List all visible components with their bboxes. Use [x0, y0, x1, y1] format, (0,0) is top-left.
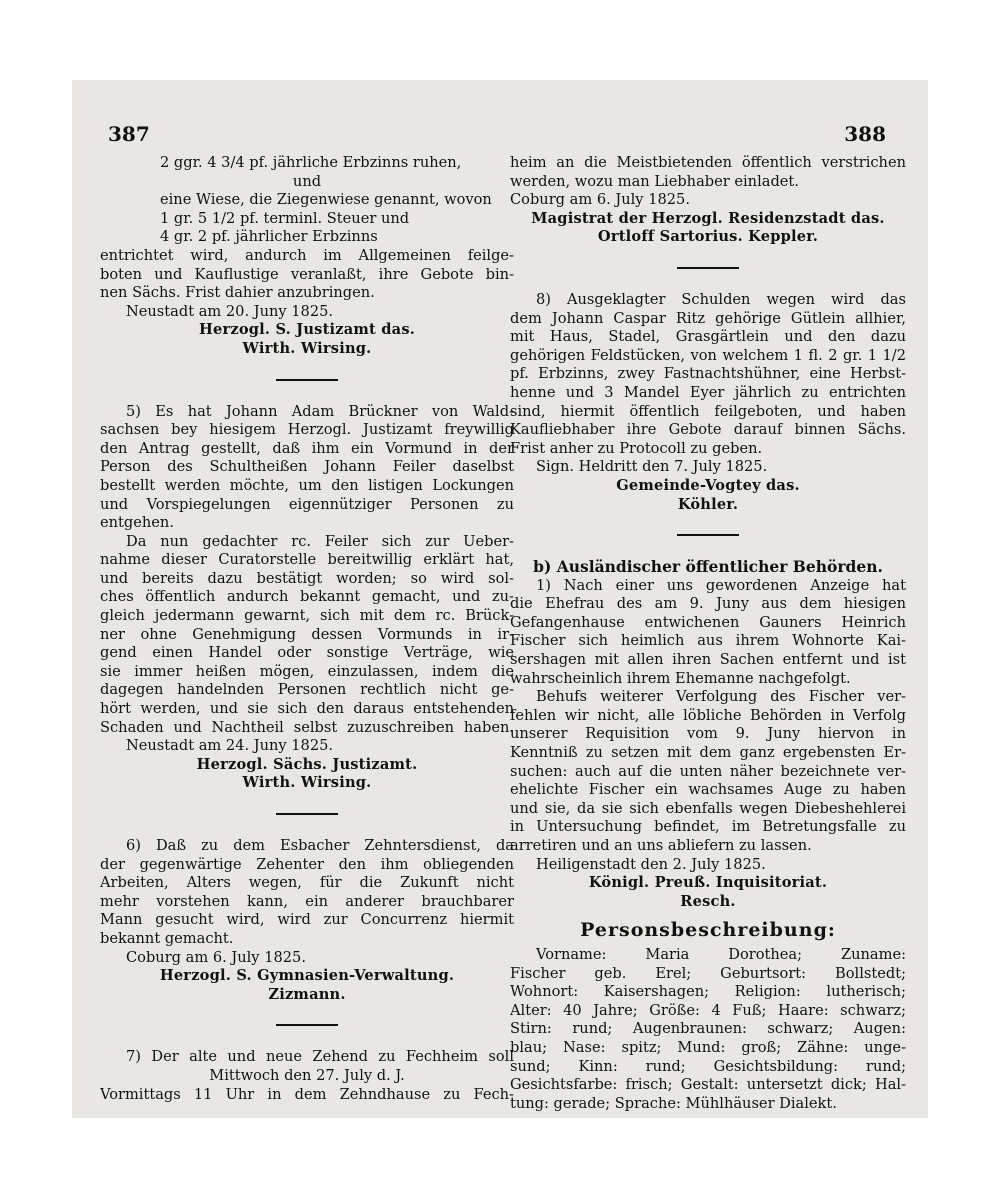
text-line: arretiren und an uns abliefern zu lassen. [510, 837, 812, 854]
text-line: ehelichte Fischer ein wachsames Auge zu haben [510, 781, 906, 799]
text-line: bestellt werden möchte, um den listigen Lockungen [100, 476, 514, 494]
text-line: der gegenwärtige Zehenter den ihm obliegenden [100, 855, 514, 873]
text-line: Arbeiten, Alters wegen, für die Zukunft nicht [100, 874, 514, 892]
text-line: die Ehefrau des am 9. Juny aus dem hiesigen [510, 595, 906, 613]
page-number-right: 388 [844, 122, 886, 146]
text-line: fehlen wir nicht, alle löbliche Behörden in Verfolg [510, 706, 906, 724]
text-line: wahrscheinlich ihrem Ehemanne nachgefolgt. [510, 669, 851, 687]
text-line: Kenntniß zu setzen mit dem ganz ergebensten Er- [510, 744, 906, 762]
text-line: ches öffentlich andurch bekannt gemacht, und zu- [100, 588, 514, 606]
dateline: Sign. Heldritt den 7. July 1825. [536, 458, 768, 476]
person-description-heading: Personsbeschreibung: [580, 919, 836, 942]
text-line: unserer Requisition vom 9. Juny hiervon in [510, 725, 906, 743]
text-line: eine Wiese, die Ziegenwiese genannt, wovon [160, 191, 492, 209]
dateline: Neustadt am 20. Juny 1825. [126, 302, 334, 320]
text-line: heim an die Meistbietenden öffentlich verstrichen [510, 154, 906, 171]
signature-line: Herzogl. Sächs. Justizamt. [196, 755, 418, 773]
signature-line: Köhler. [677, 495, 739, 513]
signature-line: Herzogl. S. Justizamt das. [198, 321, 416, 339]
text-line: Kaufliebhaber ihre Gebote darauf binnen Sächs. [510, 421, 906, 439]
text-line: Person des Schultheißen Johann Feiler daselbst [100, 458, 514, 476]
dateline: Heiligenstadt den 2. July 1825. [536, 855, 766, 873]
text-line: Da nun gedachter rc. Feiler sich zur Ueber- [126, 532, 514, 550]
text-line: entrichtet wird, andurch im Allgemeinen feilge- [100, 246, 514, 264]
text-line: Vormittags 11 Uhr in dem Zehndhause zu Fech- [100, 1085, 514, 1103]
text-line: sie immer heißen mögen, einzulassen, indem die [100, 662, 514, 680]
text-line: in Untersuchung befindet, im Betretungsfalle zu [510, 818, 906, 836]
dateline: Neustadt am 24. Juny 1825. [126, 737, 334, 755]
text-line: sind, hiermit öffentlich feilgeboten, und haben [510, 402, 906, 420]
signature-line: Resch. [680, 892, 736, 910]
text-line: hört werden, und sie sich den daraus entstehenden [100, 700, 514, 718]
text-line: 7) Der alte und neue Zehend zu Fechheim soll [126, 1048, 514, 1066]
text-line: dem Johann Caspar Ritz gehörige Gütlein allhier, [510, 309, 906, 327]
signature-line: Königl. Preuß. Inquisitoriat. [588, 874, 828, 892]
text-line: suchen: auch auf die unten näher bezeichnete ver- [510, 762, 906, 780]
left-column [100, 154, 514, 1104]
text-line: Mann gesucht wird, wird zur Concurrenz hiermit [100, 911, 514, 929]
text-line: mehr vorstehen kann, ein anderer brauchbarer [100, 892, 514, 910]
text-line: dagegen handelnden Personen rechtlich nicht ge- [100, 681, 514, 699]
text-line: Schaden und Nachtheil selbst zuzuschreiben haben. [100, 718, 514, 736]
text-line: den Antrag gestellt, daß ihm ein Vormund in der [100, 439, 514, 457]
text-line: Fischer geb. Erel; Geburtsort: Bollstedt; [510, 964, 906, 982]
text-line: und bereits dazu bestätigt worden; so wird sol- [100, 569, 514, 587]
separator-rule [677, 267, 739, 269]
text-line: Alter: 40 Jahre; Größe: 4 Fuß; Haare: schwarz; [510, 1001, 906, 1019]
signature-line: Gemeinde-Vogtey das. [616, 476, 800, 494]
dateline: Coburg am 6. July 1825. [510, 191, 690, 209]
separator-rule [677, 534, 739, 536]
dateline: Coburg am 6. July 1825. [126, 948, 306, 966]
text-line: sund; Kinn: rund; Gesichtsbildung: rund; [510, 1057, 906, 1075]
text-line: und Vorspiegelungen eigennütziger Personen zu [100, 495, 514, 513]
text-line: Frist anher zu Protocoll zu geben. [510, 439, 763, 457]
text-line: gleich jedermann gewarnt, sich mit dem rc. Brück- [100, 607, 514, 625]
text-line: ner ohne Genehmigung dessen Vormunds in ir- [100, 625, 514, 643]
text-line: Fischer sich heimlich aus ihrem Wohnorte Kai- [510, 632, 906, 650]
text-line: 1) Nach einer uns gewordenen Anzeige hat [536, 576, 906, 594]
signature-line: Herzogl. S. Gymnasien-Verwaltung. [159, 967, 455, 985]
text-line: Vorname: Maria Dorothea; Zuname: [536, 945, 906, 963]
text-line: 2 ggr. 4 3/4 pf. jährliche Erbzinns ruhen, [160, 154, 462, 171]
text-line: 5) Es hat Johann Adam Brückner von Wald- [126, 402, 514, 420]
text-line: entgehen. [100, 514, 174, 532]
signature-line: Wirth. Wirsing. [242, 774, 372, 792]
text-line: henne und 3 Mandel Eyer jährlich zu entrichten [510, 383, 906, 401]
text-line: 4 gr. 2 pf. jährlicher Erbzinns [160, 228, 378, 246]
section-heading: b) Ausländischer öffentlicher Behörden. [533, 558, 883, 577]
text-line: gend einen Handel oder sonstige Verträge, wie [100, 644, 514, 662]
text-line: gehörigen Feldstücken, von welchem 1 fl. 2 gr. 1 1/2 [510, 346, 906, 364]
right-column [510, 154, 906, 1113]
text-line: Mittwoch den 27. July d. J. [209, 1066, 405, 1084]
signature-line: Magistrat der Herzogl. Residenzstadt das. [531, 209, 885, 227]
text-line: Gefangenhause entwichenen Gauners Heinrich [510, 613, 906, 631]
text-line: bekannt gemacht. [100, 929, 234, 947]
text-line: boten und Kauflustige veranlaßt, ihre Gebote bin- [100, 265, 514, 283]
text-line: pf. Erbzinns, zwey Fastnachtshühner, eine Herbst- [510, 365, 906, 383]
signature-line: Zizmann. [268, 985, 346, 1003]
text-line: sachsen bey hiesigem Herzogl. Justizamt freywillig [100, 421, 514, 439]
text-line: mit Haus, Stadel, Grasgärtlein und den dazu [510, 328, 906, 346]
separator-rule [276, 379, 338, 381]
text-line: 8) Ausgeklagter Schulden wegen wird das [536, 290, 906, 308]
text-line: und sie, da sie sich ebenfalls wegen Diebeshehlerei [510, 799, 906, 817]
scanned-page-spread [72, 80, 928, 1118]
text-line: Gesichtsfarbe: frisch; Gestalt: untersetzt dick; Hal- [510, 1076, 906, 1094]
page-number-left: 387 [108, 122, 150, 146]
text-line: 6) Daß zu dem Esbacher Zehntersdienst, da [126, 837, 514, 854]
text-line: werden, wozu man Liebhaber einladet. [510, 172, 799, 190]
separator-rule [276, 813, 338, 815]
signature-line: Ortloff Sartorius. Keppler. [597, 228, 819, 246]
text-line: Wohnort: Kaisershagen; Religion: lutherisch; [510, 983, 906, 1001]
text-line: blau; Nase: spitz; Mund: groß; Zähne: unge- [510, 1038, 906, 1056]
text-line: nahme dieser Curatorstelle bereitwillig erklärt hat, [100, 551, 514, 569]
text-line: nen Sächs. Frist dahier anzubringen. [100, 284, 375, 302]
text-line: und [292, 172, 322, 190]
signature-line: Wirth. Wirsing. [242, 339, 372, 357]
text-line: 1 gr. 5 1/2 pf. terminl. Steuer und [160, 209, 410, 227]
separator-rule [276, 1024, 338, 1026]
text-line: Stirn: rund; Augenbraunen: schwarz; Augen: [510, 1020, 906, 1038]
text-line: Behufs weiterer Verfolgung des Fischer ver- [536, 688, 906, 706]
text-line: tung: gerade; Sprache: Mühlhäuser Dialekt. [510, 1094, 837, 1112]
text-line: sershagen mit allen ihren Sachen entfernt und ist [510, 651, 906, 669]
